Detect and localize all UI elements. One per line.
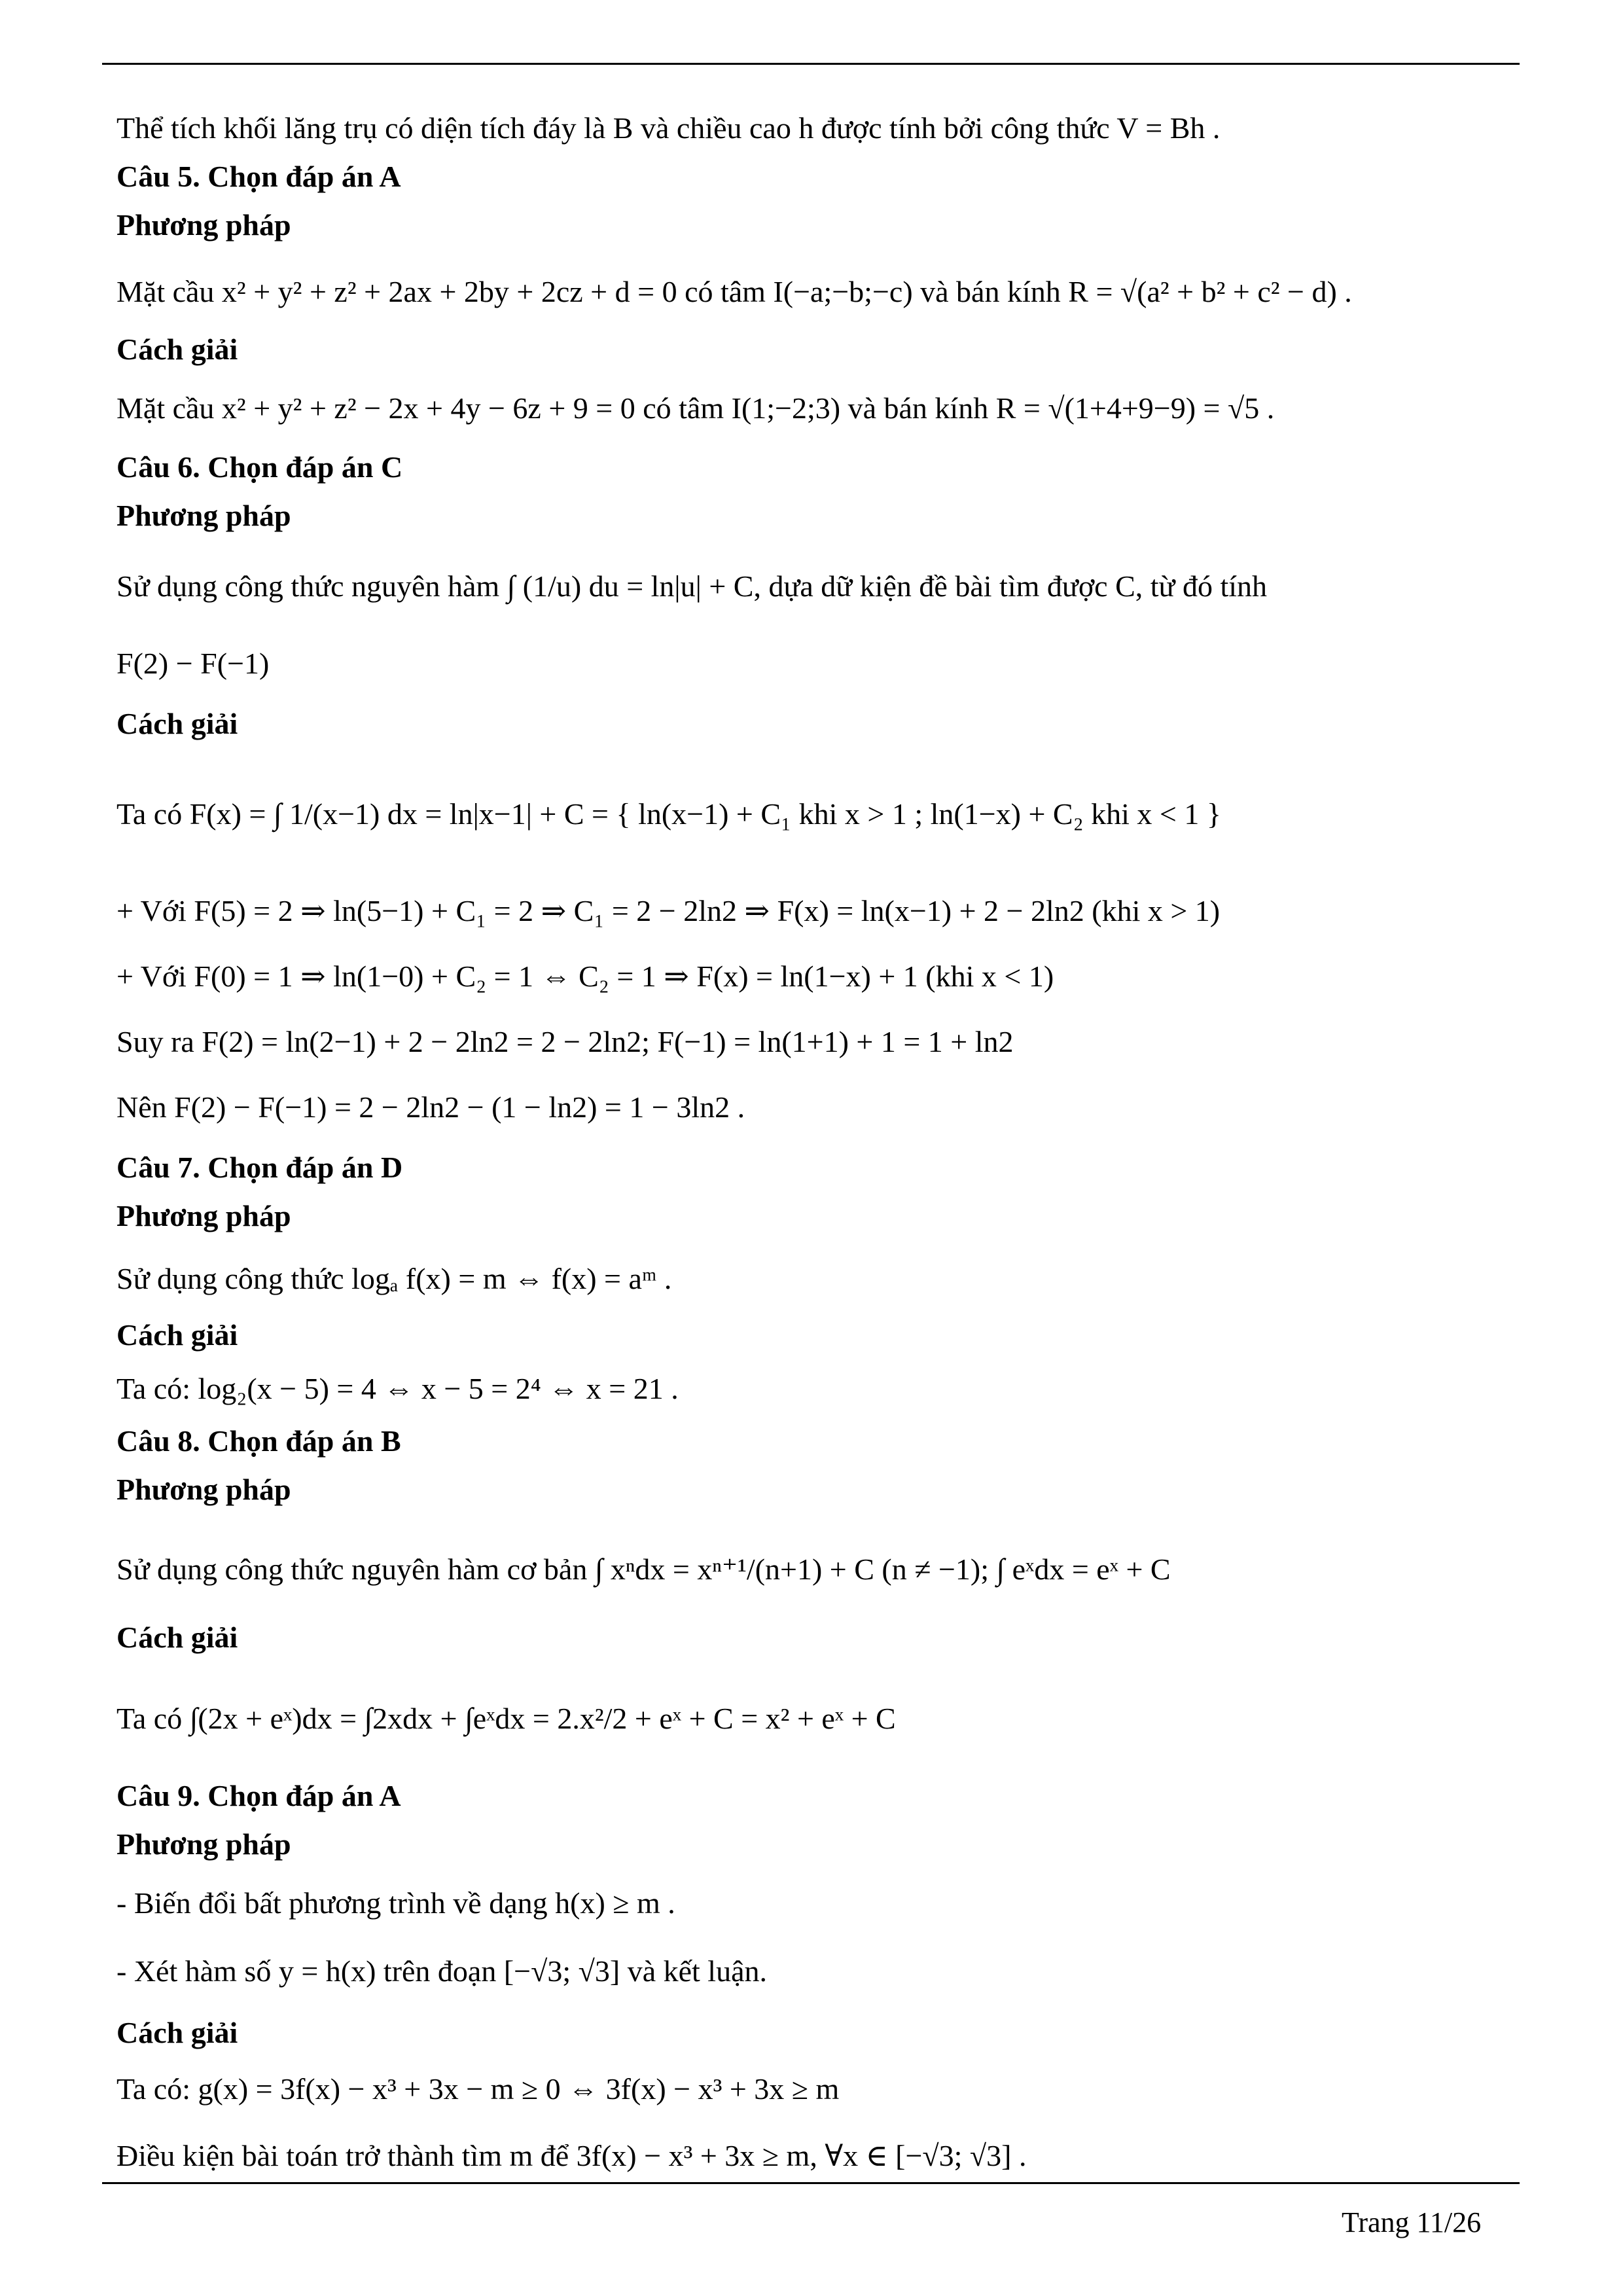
formula-line: Ta có: log₂(x − 5) = 4 ⇔ x − 5 = 2⁴ ⇔ x = 21 . <box>116 1372 679 1405</box>
section-heading: Cách giải <box>116 332 238 366</box>
formula-line: Sử dụng công thức logₐ f(x) = m ⇔ f(x) = aᵐ . <box>116 1262 672 1295</box>
formula-line: + Với F(5) = 2 ⇒ ln(5−1) + C₁ = 2 ⇒ C₁ = 2 − 2ln2 ⇒ F(x) = ln(x−1) + 2 − 2ln2 (khi x > 1) <box>116 894 1221 927</box>
question-heading: Câu 9. Chọn đáp án A <box>116 1779 401 1812</box>
section-heading: Cách giải <box>116 1318 238 1352</box>
formula-line: Suy ra F(2) = ln(2−1) + 2 − 2ln2 = 2 − 2ln2; F(−1) = ln(1+1) + 1 = 1 + ln2 <box>116 1025 1014 1058</box>
question-heading: Câu 8. Chọn đáp án B <box>116 1424 401 1458</box>
section-heading: Phương pháp <box>116 208 291 242</box>
section-heading: Phương pháp <box>116 499 291 532</box>
header-rule <box>102 63 1520 65</box>
question-heading: Câu 6. Chọn đáp án C <box>116 450 403 484</box>
formula-line: Mặt cầu x² + y² + z² + 2ax + 2by + 2cz + d = 0 có tâm I(−a;−b;−c) và bán kính R = √(a² + b² + c² − d) . <box>116 275 1352 308</box>
question-heading: Câu 5. Chọn đáp án A <box>116 160 401 193</box>
formula-line: F(2) − F(−1) <box>116 647 270 680</box>
page-number: Trang 11/26 <box>1342 2206 1482 2238</box>
formula-line: Nên F(2) − F(−1) = 2 − 2ln2 − (1 − ln2) = 1 − 3ln2 . <box>116 1090 745 1124</box>
formula-line: + Với F(0) = 1 ⇒ ln(1−0) + C₂ = 1 ⇔ C₂ = 1 ⇒ F(x) = ln(1−x) + 1 (khi x < 1) <box>116 960 1054 993</box>
footer-rule <box>102 2182 1520 2184</box>
text-line: - Xét hàm số y = h(x) trên đoạn [−√3; √3] và kết luận. <box>116 1954 768 1988</box>
formula-line: Mặt cầu x² + y² + z² − 2x + 4y − 6z + 9 = 0 có tâm I(1;−2;3) và bán kính R = √(1+4+9−9) = √5 . <box>116 391 1275 425</box>
formula-line: Sử dụng công thức nguyên hàm ∫ (1/u) du = ln|u| + C, dựa dữ kiện đề bài tìm được C, từ đó tính <box>116 569 1268 603</box>
formula-line: Ta có: g(x) = 3f(x) − x³ + 3x − m ≥ 0 ⇔ 3f(x) − x³ + 3x ≥ m <box>116 2072 840 2106</box>
section-heading: Cách giải <box>116 1621 238 1654</box>
text-line: - Biến đổi bất phương trình về dạng h(x) ≥ m . <box>116 1886 675 1920</box>
section-heading: Phương pháp <box>116 1473 291 1506</box>
formula-line: Sử dụng công thức nguyên hàm cơ bản ∫ xⁿdx = xⁿ⁺¹/(n+1) + C (n ≠ −1); ∫ eˣdx = eˣ + C <box>116 1552 1171 1586</box>
question-heading: Câu 7. Chọn đáp án D <box>116 1151 403 1184</box>
section-heading: Phương pháp <box>116 1827 291 1861</box>
formula-line: Ta có ∫(2x + eˣ)dx = ∫2xdx + ∫eˣdx = 2.x²/2 + eˣ + C = x² + eˣ + C <box>116 1702 896 1735</box>
text-line: Thể tích khối lăng trụ có diện tích đáy là B và chiều cao h được tính bởi công thức V = Bh . <box>116 111 1221 145</box>
section-heading: Cách giải <box>116 707 238 740</box>
formula-line: Điều kiện bài toán trở thành tìm m để 3f(x) − x³ + 3x ≥ m, ∀x ∈ [−√3; √3] . <box>116 2139 1027 2172</box>
section-heading: Phương pháp <box>116 1199 291 1232</box>
formula-line: Ta có F(x) = ∫ 1/(x−1) dx = ln|x−1| + C = { ln(x−1) + C₁ khi x > 1 ; ln(1−x) + C₂ khi x < 1 } <box>116 797 1221 831</box>
section-heading: Cách giải <box>116 2016 238 2049</box>
